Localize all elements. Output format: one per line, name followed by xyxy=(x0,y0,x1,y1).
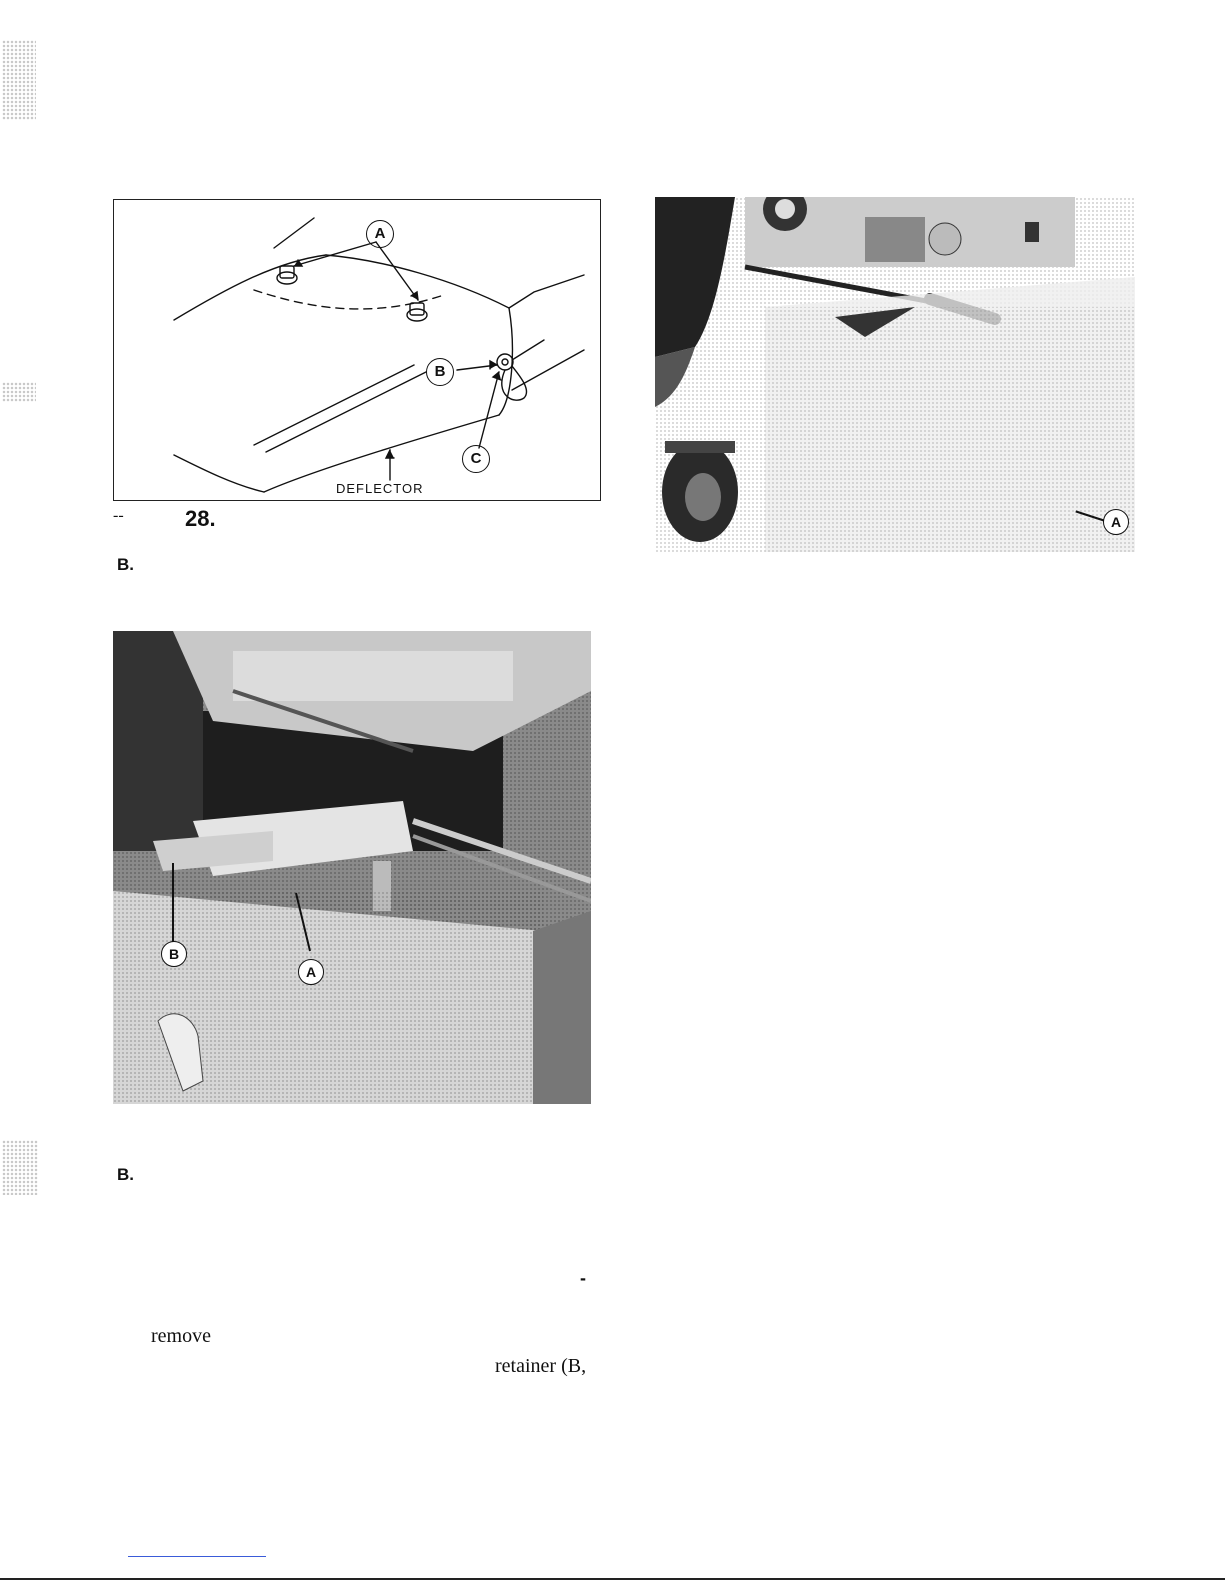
callout-a-label: A xyxy=(374,225,386,242)
remove-word: remove xyxy=(151,1325,211,1347)
callout-b-label: B xyxy=(168,946,180,962)
figure-number: 28. xyxy=(185,506,216,531)
callout-a-label: A xyxy=(1110,514,1122,530)
scan-speck xyxy=(2,40,36,120)
scan-speck xyxy=(2,1140,38,1195)
caption-dash: -- xyxy=(113,507,124,524)
scan-speck xyxy=(2,382,36,402)
deflector-drawing xyxy=(114,200,600,500)
callout-c xyxy=(462,445,490,473)
mower-deck-photo xyxy=(655,197,1135,552)
callout-a-label: A xyxy=(305,964,317,980)
link-underline xyxy=(128,1556,266,1557)
callout-c-label: C xyxy=(470,450,482,467)
callout-b-label: B xyxy=(434,363,446,380)
deflector-diagram xyxy=(113,199,601,501)
step-b-label: B. xyxy=(117,1165,134,1184)
mower-mount-photo xyxy=(113,631,591,1104)
retainer-text: retainer (B, xyxy=(495,1355,587,1377)
callout-a xyxy=(1103,509,1129,535)
bottom-rule xyxy=(0,1578,1225,1580)
callout-b xyxy=(161,941,187,967)
mower-deck-image xyxy=(655,197,1135,552)
dash-mark: - xyxy=(580,1268,586,1288)
callout-a xyxy=(366,220,394,248)
deflector-label: DEFLECTOR xyxy=(336,481,424,496)
callout-b xyxy=(426,358,454,386)
mower-mount-image xyxy=(113,631,591,1104)
callout-a xyxy=(298,959,324,985)
step-b-label: B. xyxy=(117,555,134,574)
